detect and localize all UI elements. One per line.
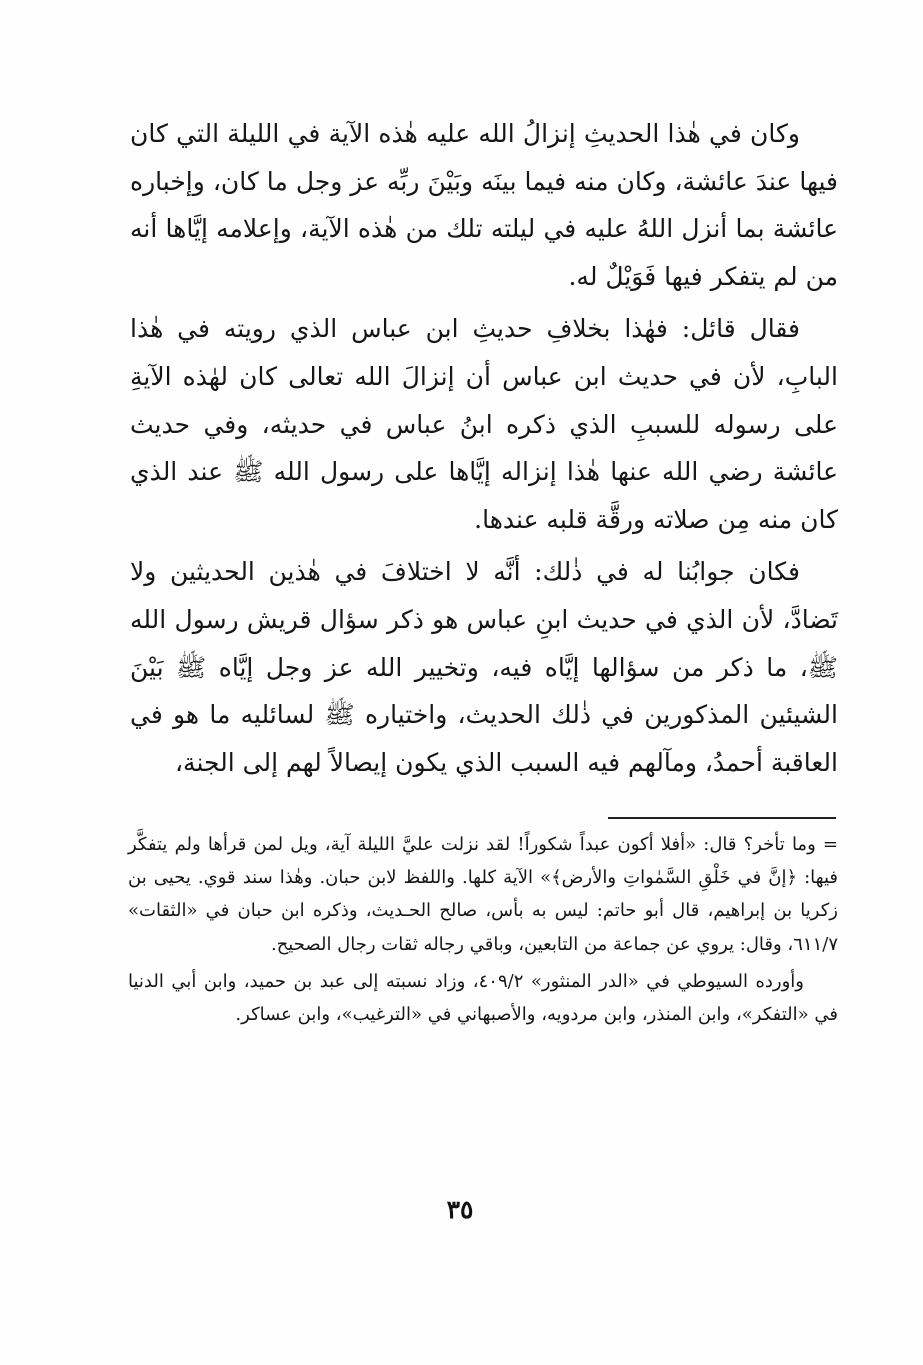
main-paragraph-1: وكان في هٰذا الحديثِ إنزالُ الله عليه هٰذه الآية في الليلة التي كان فيها عندَ عائشة، وكان منه فيما بينَه وبَيْنَ ربِّه عز وجل ما كان، وإخباره عائشة بما أنزل اللهُ عليه في ليلته تلك من هٰذه الآية، وإعلامه إيَّاها أنه من لم يتفكر فيها فَوَيْلٌ له. — [130, 119, 838, 291]
main-paragraph-2: فقال قائل: فهٰذا بخلافِ حديثِ ابن عباس الذي رويته في هٰذا البابِ، لأن في حديث ابن عباس أن إنزالَ الله تعالى كان لهٰذه الآيةِ على رسوله للسببِ الذي ذكره ابنُ عباس في حديثه، وفي حديث عائشة رضي الله عنها هٰذا إنزاله إيَّاها على رسول الله ﷺ عند الذي كان منه مِن صلاته ورقَّة قلبه عندها. — [130, 314, 838, 534]
page-number: ٣٥ — [446, 1195, 474, 1224]
main-paragraph-3: فكان جوابُنا له في ذٰلك: أنَّه لا اختلافَ في هٰذين الحديثين ولا تَضادَّ، لأن الذي في حديث ابنِ عباس هو ذكر سؤال قريش رسول الله ﷺ، ما ذكر من سؤالها إيَّاه فيه، وتخيير الله عز وجل إيَّاه ﷺ بَيْنَ الشيئين المذكورين في ذٰلك الحديث، واختياره ﷺ لسائليه ما هو في العاقبة أحمدُ، ومآلهم فيه السبب الذي يكون إيصالاً لهم إلى الجنة، — [130, 557, 838, 777]
footnote-paragraph-2: وأورده السيوطي في «الدر المنثور» ٤٠٩/٢، وزاد نسبته إلى عبد بن حميد، وابن أبي الدنيا في «التفكر»، وابن المنذر، وابن مردويه، والأصبهاني في «الترغيب»، وابن عساكر. — [128, 970, 838, 1026]
footnotes-section — [128, 828, 838, 1035]
main-text-body — [130, 110, 838, 791]
footnote-paragraph-1: = وما تأخر؟ قال: «أفلا أكون عبداً شكوراً! لقد نزلت عليَّ الليلة آية، ويل لمن قرأها ولم يتفكَّر فيها: ﴿إنَّ في خَلْقِ السَّمٰواتِ والأرض﴾» الآية كلها. واللفظ لابن حبان. وهٰذا سند قوي. يحيى بن زكريا بن إبراهيم، قال أبو حاتم: ليس به بأس، صالح الحـديث، وذكره ابن حبان في «الثقات» ٦١١/٧، وقال: يروي عن جماعة من التابعين، وباقي رجاله ثقات رجال الصحيح. — [128, 834, 838, 955]
footnote-divider — [608, 817, 836, 819]
